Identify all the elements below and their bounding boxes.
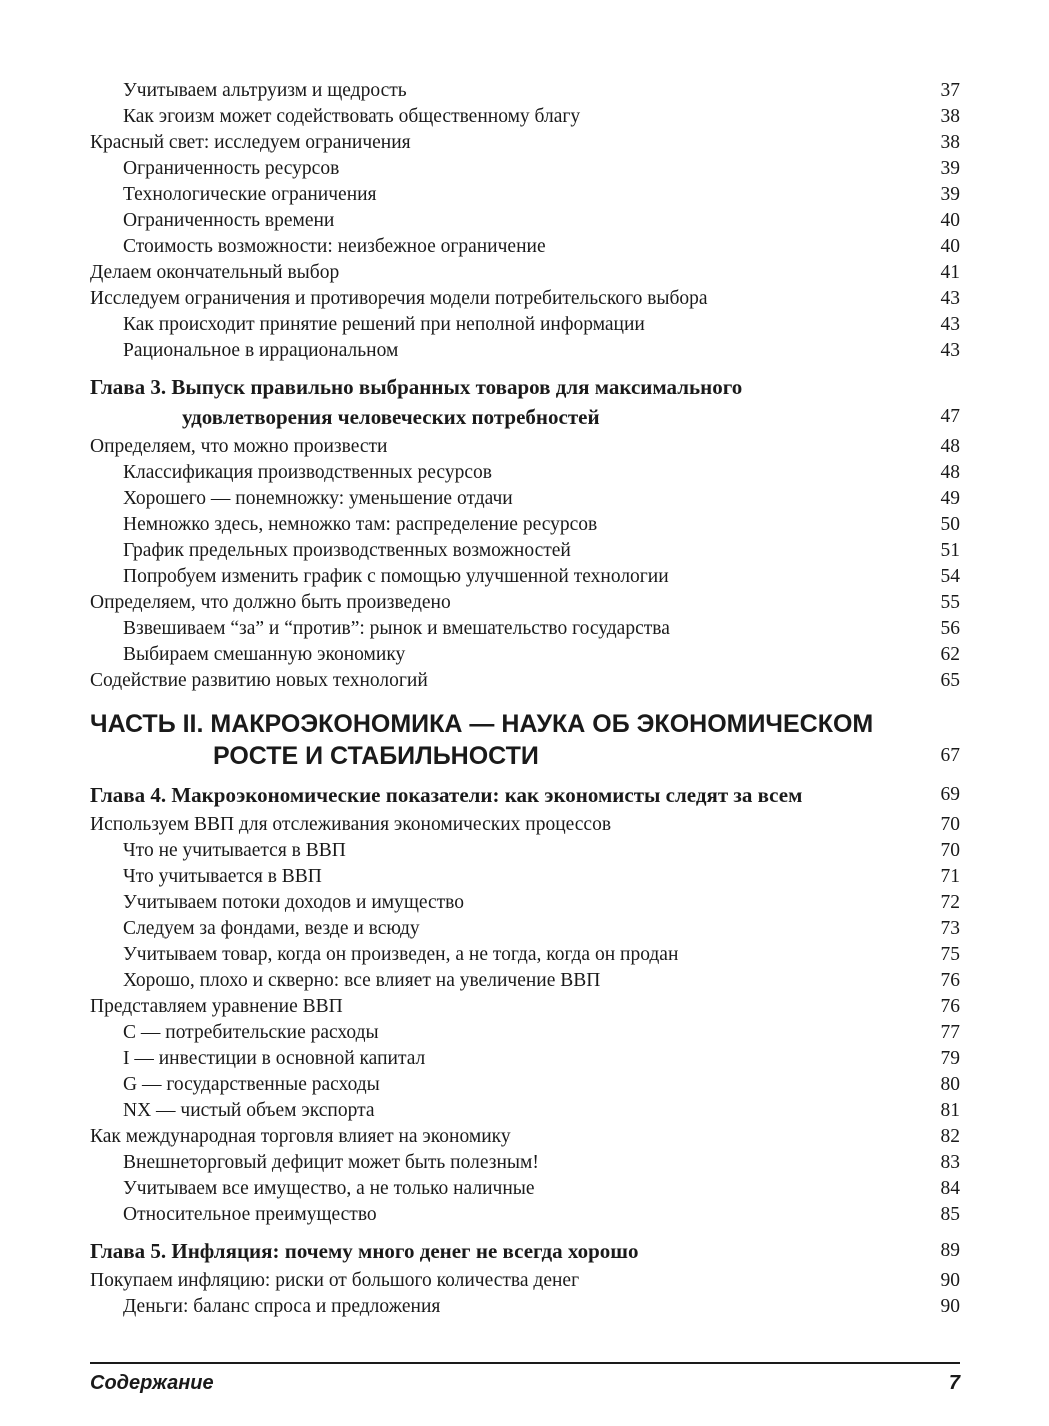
- toc-page-number: 70: [940, 840, 960, 861]
- toc-section: [90, 812, 960, 838]
- toc-heading-text: [90, 1236, 638, 1266]
- table-of-contents: [90, 78, 960, 1320]
- toc-entry-text: Технологические ограничения: [123, 184, 377, 205]
- toc-page-number: 73: [940, 918, 960, 939]
- toc-entry-text: Хорошо, плохо и скверно: все влияет на увеличение ВВП: [123, 970, 601, 991]
- toc-subsection: [90, 538, 960, 564]
- toc-page-number: 49: [940, 488, 960, 509]
- toc-entry-text: G — государственные расходы: [123, 1074, 380, 1095]
- toc-subsection: [90, 916, 960, 942]
- toc-heading-line-1: Глава 4. Макроэкономические показатели: как экономисты следят за всем: [90, 783, 803, 807]
- toc-subsection: [90, 1150, 960, 1176]
- toc-heading-line-1: Глава 3. Выпуск правильно выбранных товаров для максимального: [90, 375, 743, 399]
- toc-entry-text: Определяем, что можно произвести: [90, 436, 388, 457]
- toc-page-number: 54: [940, 566, 960, 587]
- toc-page-number: 69: [940, 784, 960, 805]
- toc-page-number: 55: [940, 592, 960, 613]
- toc-entry-text: Используем ВВП для отслеживания экономических процессов: [90, 814, 612, 835]
- toc-subsection: [90, 460, 960, 486]
- toc-page-number: 81: [940, 1100, 960, 1121]
- toc-entry-text: C — потребительские расходы: [123, 1022, 379, 1043]
- toc-subsection: [90, 1294, 960, 1320]
- toc-entry-text: Учитываем товар, когда он произведен, а не тогда, когда он продан: [123, 944, 679, 965]
- toc-entry-text: Учитываем альтруизм и щедрость: [123, 80, 407, 101]
- toc-subsection: [90, 968, 960, 994]
- toc-entry-text: Что не учитывается в ВВП: [123, 840, 346, 861]
- toc-subsection: [90, 78, 960, 104]
- toc-entry-text: Относительное преимущество: [123, 1204, 377, 1225]
- toc-entry-text: NX — чистый объем экспорта: [123, 1100, 375, 1121]
- toc-subsection: [90, 486, 960, 512]
- toc-entry-text: Как происходит принятие решений при неполной информации: [123, 314, 645, 335]
- toc-heading-line-2: РОСТЕ И СТАБИЛЬНОСТИ: [213, 742, 539, 770]
- toc-subsection: [90, 838, 960, 864]
- toc-page-number: 37: [940, 80, 960, 101]
- toc-page-number: 65: [940, 670, 960, 691]
- toc-page-number: 76: [940, 970, 960, 991]
- toc-section: [90, 1124, 960, 1150]
- toc-section: [90, 668, 960, 694]
- toc-subsection: [90, 182, 960, 208]
- toc-subsection: [90, 564, 960, 590]
- toc-page-number: 50: [940, 514, 960, 535]
- toc-page-number: 43: [940, 314, 960, 335]
- toc-page-number: 84: [940, 1178, 960, 1199]
- toc-page-number: 75: [940, 944, 960, 965]
- toc-entry-text: Как эгоизм может содействовать общественному благу: [123, 106, 581, 127]
- toc-subsection: [90, 942, 960, 968]
- toc-section: [90, 590, 960, 616]
- toc-entry-text: График предельных производственных возможностей: [123, 540, 571, 561]
- toc-heading-text: [90, 780, 802, 810]
- toc-page-number: 47: [940, 406, 960, 427]
- toc-subsection: [90, 1202, 960, 1228]
- toc-page-number: 43: [940, 288, 960, 309]
- toc-entry-text: Содействие развитию новых технологий: [90, 670, 428, 691]
- toc-subsection: [90, 512, 960, 538]
- toc-section: [90, 1268, 960, 1294]
- toc-chapter-heading: [90, 372, 960, 432]
- toc-entry-text: Учитываем потоки доходов и имущество: [123, 892, 465, 913]
- toc-page-number: 85: [940, 1204, 960, 1225]
- toc-part-heading: [90, 708, 960, 772]
- toc-page-number: 38: [940, 132, 960, 153]
- toc-section: [90, 260, 960, 286]
- toc-subsection: [90, 864, 960, 890]
- toc-subsection: [90, 234, 960, 260]
- toc-page-number: 79: [940, 1048, 960, 1069]
- toc-entry-text: Ограниченность времени: [123, 210, 335, 231]
- toc-page-number: 48: [940, 436, 960, 457]
- toc-entry-text: Хорошего — понемножку: уменьшение отдачи: [123, 488, 513, 509]
- toc-subsection: [90, 1072, 960, 1098]
- toc-subsection: [90, 1176, 960, 1202]
- toc-page-number: 76: [940, 996, 960, 1017]
- toc-entry-text: Следуем за фондами, везде и всюду: [123, 918, 420, 939]
- toc-page-number: 43: [940, 340, 960, 361]
- toc-page-number: 39: [940, 184, 960, 205]
- toc-entry-text: Представляем уравнение ВВП: [90, 996, 343, 1017]
- toc-entry-text: Выбираем смешанную экономику: [123, 644, 406, 665]
- toc-page-number: 62: [940, 644, 960, 665]
- toc-heading-text: [90, 372, 742, 432]
- toc-subsection: [90, 312, 960, 338]
- toc-subsection: [90, 1020, 960, 1046]
- toc-heading-text: [90, 708, 873, 772]
- toc-page-number: 70: [940, 814, 960, 835]
- toc-page-number: 56: [940, 618, 960, 639]
- toc-subsection: [90, 642, 960, 668]
- toc-page-number: 77: [940, 1022, 960, 1043]
- toc-page-number: 40: [940, 210, 960, 231]
- toc-entry-text: Исследуем ограничения и противоречия модели потребительского выбора: [90, 288, 708, 309]
- toc-page-number: 89: [940, 1240, 960, 1261]
- toc-page-number: 67: [940, 745, 960, 766]
- toc-entry-text: Покупаем инфляцию: риски от большого количества денег: [90, 1270, 580, 1291]
- toc-entry-text: Взвешиваем “за” и “против”: рынок и вмешательство государства: [123, 618, 670, 639]
- toc-entry-text: Ограниченность ресурсов: [123, 158, 340, 179]
- toc-subsection: [90, 1046, 960, 1072]
- toc-entry-text: Учитываем все имущество, а не только наличные: [123, 1178, 535, 1199]
- toc-subsection: [90, 156, 960, 182]
- toc-heading-line-2: удовлетворения человеческих потребностей: [182, 405, 600, 429]
- toc-entry-text: Что учитывается в ВВП: [123, 866, 322, 887]
- toc-entry-text: Деньги: баланс спроса и предложения: [123, 1296, 441, 1317]
- toc-entry-text: Красный свет: исследуем ограничения: [90, 132, 411, 153]
- toc-subsection: [90, 104, 960, 130]
- toc-page-number: 39: [940, 158, 960, 179]
- toc-page-number: 71: [940, 866, 960, 887]
- toc-subsection: [90, 1098, 960, 1124]
- toc-subsection: [90, 338, 960, 364]
- toc-page-number: 82: [940, 1126, 960, 1147]
- toc-page-number: 90: [940, 1270, 960, 1291]
- toc-subsection: [90, 208, 960, 234]
- toc-page-number: 90: [940, 1296, 960, 1317]
- toc-section: [90, 130, 960, 156]
- toc-entry-text: Как международная торговля влияет на экономику: [90, 1126, 511, 1147]
- toc-page-number: 38: [940, 106, 960, 127]
- toc-chapter-heading: [90, 1236, 960, 1266]
- toc-page-number: 40: [940, 236, 960, 257]
- toc-entry-text: Внешнеторговый дефицит может быть полезным!: [123, 1152, 539, 1173]
- toc-page-number: 83: [940, 1152, 960, 1173]
- toc-entry-text: Классификация производственных ресурсов: [123, 462, 492, 483]
- toc-entry-text: Немножко здесь, немножко там: распределение ресурсов: [123, 514, 598, 535]
- toc-entry-text: Рациональное в иррациональном: [123, 340, 399, 361]
- toc-entry-text: Делаем окончательный выбор: [90, 262, 340, 283]
- page-number: 7: [948, 1372, 960, 1394]
- toc-page-number: 48: [940, 462, 960, 483]
- toc-subsection: [90, 890, 960, 916]
- toc-entry-text: Стоимость возможности: неизбежное ограничение: [123, 236, 546, 257]
- toc-page-number: 51: [940, 540, 960, 561]
- toc-entry-text: Определяем, что должно быть произведено: [90, 592, 451, 613]
- toc-section: [90, 434, 960, 460]
- toc-chapter-heading: [90, 780, 960, 810]
- toc-page-number: 80: [940, 1074, 960, 1095]
- footer-title: Содержание: [90, 1372, 214, 1394]
- toc-entry-text: I — инвестиции в основной капитал: [123, 1048, 426, 1069]
- toc-subsection: [90, 616, 960, 642]
- toc-section: [90, 286, 960, 312]
- toc-page-number: 72: [940, 892, 960, 913]
- toc-page-number: 41: [940, 262, 960, 283]
- page-footer: [90, 1362, 960, 1395]
- toc-heading-line-1: ЧАСТЬ II. МАКРОЭКОНОМИКА — НАУКА ОБ ЭКОНОМИЧЕСКОМ: [90, 710, 874, 738]
- toc-section: [90, 994, 960, 1020]
- toc-entry-text: Попробуем изменить график с помощью улучшенной технологии: [123, 566, 669, 587]
- toc-heading-line-1: Глава 5. Инфляция: почему много денег не всегда хорошо: [90, 1239, 639, 1263]
